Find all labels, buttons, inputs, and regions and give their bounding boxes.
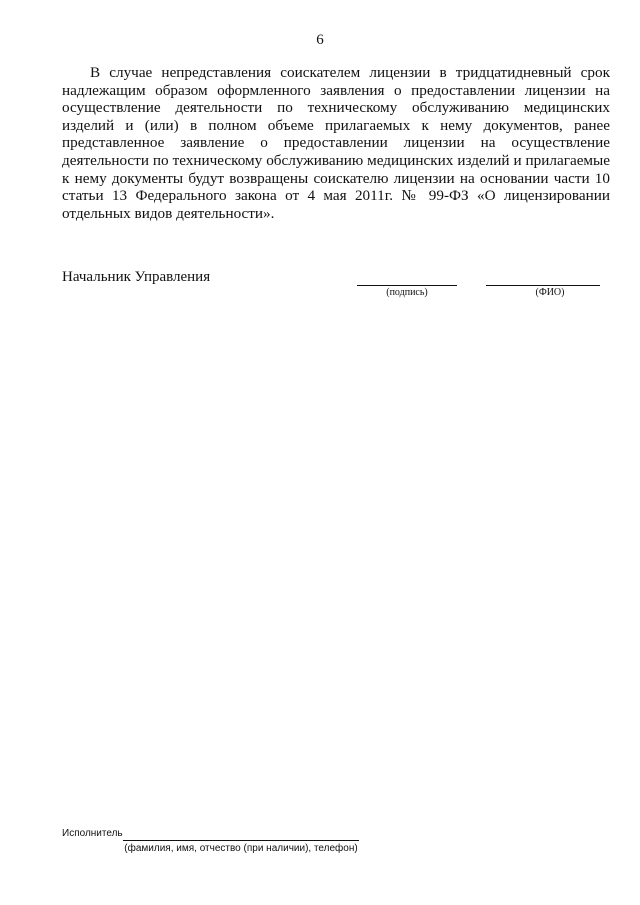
signatory-title: Начальник Управления [62,269,211,285]
executor-label: Исполнитель [62,828,123,839]
name-caption: (ФИО) [535,287,565,298]
signature-line [357,285,457,286]
executor-caption: (фамилия, имя, отчество (при наличии), телефон) [124,843,358,854]
name-line [486,285,600,286]
executor-line [123,840,359,841]
signature-caption: (подпись) [386,287,428,298]
page-number: 6 [316,32,324,48]
notice-paragraph: В случае непредставления соискателем лицензии в тридцатидневный срок надлежащим образом оформленного заявления о предоставлении лицензии на осуществление деятельности по техническому обслуживанию медицинских изделий и (или) в полном объеме прилагаемых к нему документов, ранее представленное заявление о предоставлении лицензии на осуществление деятельности по техническому обслуживанию медицинских изделий и прилагаемые к нему документы будут возвращены соискателю лицензии на основании части 10 статьи 13 Федерального закона от 4 мая 2011г. № 99-ФЗ «О лицензировании отдельных видов деятельности». [62,64,610,222]
